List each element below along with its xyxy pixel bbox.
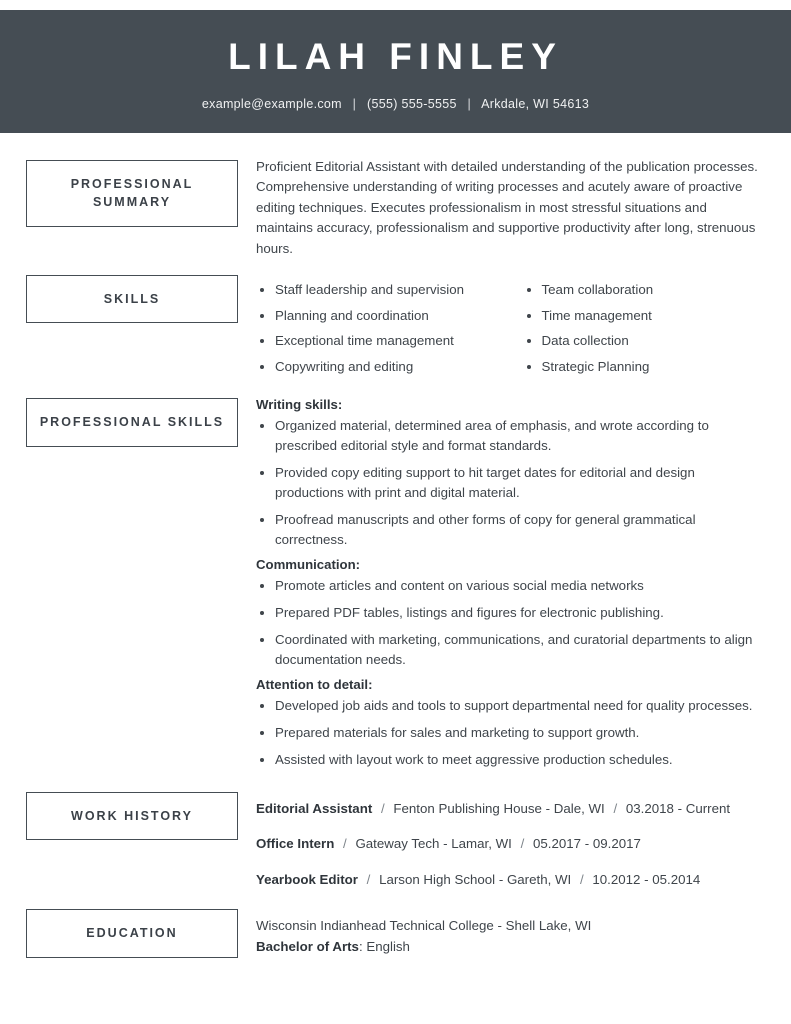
list-item: Prepared materials for sales and marketing to support growth. bbox=[256, 723, 765, 743]
list-item: Assisted with layout work to meet aggressive production schedules. bbox=[256, 750, 765, 770]
resume-header bbox=[0, 10, 791, 133]
section-heading-work-history: WORK HISTORY bbox=[26, 792, 238, 841]
page-title: LILAH FINLEY bbox=[228, 36, 563, 77]
resume-body bbox=[0, 133, 791, 975]
work-history-entry bbox=[256, 834, 765, 854]
work-history-entry bbox=[256, 870, 765, 890]
section-heading-skills: SKILLS bbox=[26, 275, 238, 324]
list-item: Promote articles and content on various social media networks bbox=[256, 576, 765, 596]
subsection-heading-communication: Communication: bbox=[256, 556, 361, 572]
list-item: Provided copy editing support to hit target dates for editorial and design productions with print and digital material. bbox=[256, 463, 765, 503]
section-label-wrap-education bbox=[26, 900, 238, 958]
section-heading-education: EDUCATION bbox=[26, 909, 238, 958]
list-item: Organized material, determined area of emphasis, and wrote according to prescribed editorial style and format standards. bbox=[256, 416, 765, 456]
list-item: Exceptional time management bbox=[256, 331, 499, 351]
job-separator: / bbox=[366, 872, 371, 888]
section-label-wrap-summary bbox=[26, 151, 238, 228]
work-history-entry bbox=[256, 799, 765, 819]
list-item: Time management bbox=[523, 306, 766, 326]
job-company: Fenton Publishing House - Dale, WI bbox=[393, 800, 605, 816]
list-item: Developed job aids and tools to support departmental need for quality processes. bbox=[256, 696, 765, 716]
section-education bbox=[26, 900, 765, 958]
list-item: Data collection bbox=[523, 331, 766, 351]
contact-phone: (555) 555-5555 bbox=[367, 96, 457, 111]
list-item: Staff leadership and supervision bbox=[256, 280, 499, 300]
list-item: Copywriting and editing bbox=[256, 357, 499, 377]
skills-columns bbox=[256, 280, 765, 384]
attention-to-detail-list bbox=[256, 696, 765, 770]
list-item: Prepared PDF tables, listings and figures for electronic publishing. bbox=[256, 603, 765, 623]
education-school: Wisconsin Indianhead Technical College - Shell Lake, WI bbox=[256, 918, 592, 934]
job-title: Yearbook Editor bbox=[256, 872, 358, 888]
section-label-wrap-skills bbox=[26, 266, 238, 324]
writing-skills-list bbox=[256, 416, 765, 550]
job-company: Gateway Tech - Lamar, WI bbox=[355, 836, 512, 852]
skills-list-right bbox=[523, 280, 766, 378]
section-heading-professional-summary: PROFESSIONAL SUMMARY bbox=[26, 160, 238, 228]
section-professional-summary bbox=[26, 151, 765, 260]
job-title: Office Intern bbox=[256, 836, 335, 852]
list-item: Coordinated with marketing, communications, and curatorial departments to align documentation needs. bbox=[256, 630, 765, 670]
job-company: Larson High School - Gareth, WI bbox=[379, 872, 572, 888]
list-item: Proofread manuscripts and other forms of copy for general grammatical correctness. bbox=[256, 510, 765, 550]
list-item: Strategic Planning bbox=[523, 357, 766, 377]
section-skills bbox=[26, 266, 765, 384]
education-degree-line bbox=[256, 937, 765, 958]
skills-list-left bbox=[256, 280, 499, 378]
section-professional-skills bbox=[26, 389, 765, 776]
job-separator: / bbox=[613, 800, 618, 816]
subsection-heading-attention-to-detail: Attention to detail: bbox=[256, 676, 373, 692]
job-separator: / bbox=[380, 800, 385, 816]
job-dates: 05.2017 - 09.2017 bbox=[532, 836, 641, 852]
job-title: Editorial Assistant bbox=[256, 800, 373, 816]
summary-paragraph: Proficient Editorial Assistant with detailed understanding of the publication processes. Comprehensive understanding of writing processes and acutely aware of proactive editing techniques. Executes professionalism in most stressful situations and maintains accuracy, professionalism and supportive productivity after long, strenuous hours. bbox=[256, 158, 758, 256]
section-content-professional-skills bbox=[238, 389, 765, 776]
job-separator: / bbox=[520, 836, 525, 852]
list-item: Team collaboration bbox=[523, 280, 766, 300]
job-dates: 03.2018 - Current bbox=[625, 800, 731, 816]
education-degree: Bachelor of Arts bbox=[256, 938, 359, 954]
section-label-wrap-professional-skills bbox=[26, 389, 238, 447]
communication-list bbox=[256, 576, 765, 670]
contact-separator-2: | bbox=[467, 96, 472, 111]
skills-column-right bbox=[523, 280, 766, 384]
section-label-wrap-work-history bbox=[26, 783, 238, 841]
job-separator: / bbox=[343, 836, 347, 852]
contact-line bbox=[20, 97, 771, 111]
list-item: Planning and coordination bbox=[256, 306, 499, 326]
skills-column-left bbox=[256, 280, 499, 384]
contact-separator-1: | bbox=[352, 96, 357, 111]
contact-location: Arkdale, WI 54613 bbox=[481, 96, 590, 111]
section-content-education bbox=[238, 900, 765, 957]
section-work-history bbox=[26, 783, 765, 895]
section-content-skills bbox=[238, 266, 765, 384]
contact-email: example@example.com bbox=[201, 96, 342, 111]
section-content-professional-summary bbox=[238, 151, 765, 260]
subsection-heading-writing-skills: Writing skills: bbox=[256, 397, 343, 413]
section-heading-professional-skills: PROFESSIONAL SKILLS bbox=[26, 398, 238, 447]
education-field: : English bbox=[358, 938, 410, 954]
section-content-work-history bbox=[238, 783, 765, 895]
job-separator: / bbox=[579, 872, 584, 888]
job-dates: 10.2012 - 05.2014 bbox=[592, 872, 701, 888]
